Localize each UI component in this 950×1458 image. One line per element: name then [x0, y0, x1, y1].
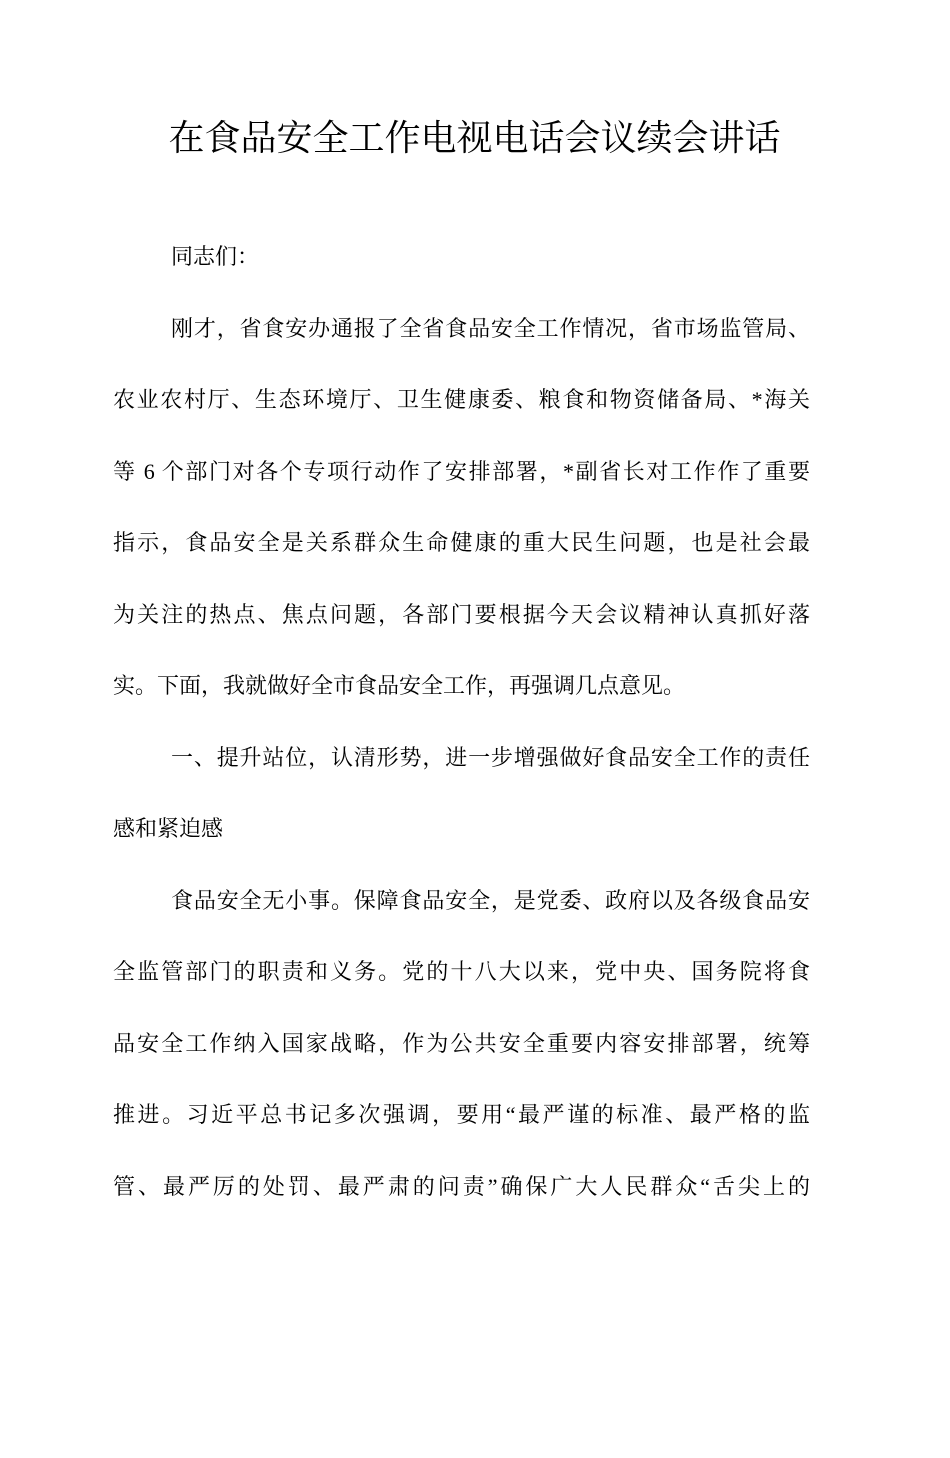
- text-line: 一、提升站位，认清形势，进一步增强做好食品安全工作的责任: [171, 744, 810, 770]
- document-title: 在食品安全工作电视电话会议续会讲话: [168, 118, 781, 158]
- paragraph: [113, 293, 810, 722]
- text-line: 实。下面，我就做好全市食品安全工作，再强调几点意见。: [113, 673, 686, 698]
- text-line: 推进。习近平总书记多次强调，要用“最严谨的标准、最严格的监: [113, 1102, 810, 1127]
- paragraph: [113, 221, 810, 293]
- document-page: [0, 114, 950, 1458]
- text-line: 指示，食品安全是关系群众生命健康的重大民生问题，也是社会最: [113, 530, 810, 555]
- text-line: 刚才，省食安办通报了全省食品安全工作情况，省市场监管局、: [171, 315, 810, 341]
- text-line: 感和紧迫感: [113, 816, 224, 841]
- paragraph: [113, 722, 810, 865]
- text-line: 全监管部门的职责和义务。党的十八大以来，党中央、国务院将食: [113, 959, 810, 984]
- text-line: 为关注的热点、焦点问题，各部门要根据今天会议精神认真抓好落: [113, 601, 810, 627]
- document-body: [113, 221, 810, 1222]
- text-line: 等 6 个部门对各个专项行动作了安排部署，*副省长对工作作了重要: [113, 458, 810, 484]
- text-line: 同志们：: [171, 244, 260, 269]
- text-line: 管、最严厉的处罚、最严肃的问责”确保广大人民群众“舌尖上的: [113, 1173, 810, 1199]
- text-line: 农业农村厅、生态环境厅、卫生健康委、粮食和物资储备局、*海关: [113, 387, 810, 412]
- document-content: [0, 114, 810, 1222]
- paragraph: [113, 865, 810, 1223]
- text-line: 食品安全无小事。保障食品安全，是党委、政府以及各级食品安: [171, 887, 810, 913]
- text-line: 品安全工作纳入国家战略，作为公共安全重要内容安排部署，统筹: [113, 1030, 810, 1056]
